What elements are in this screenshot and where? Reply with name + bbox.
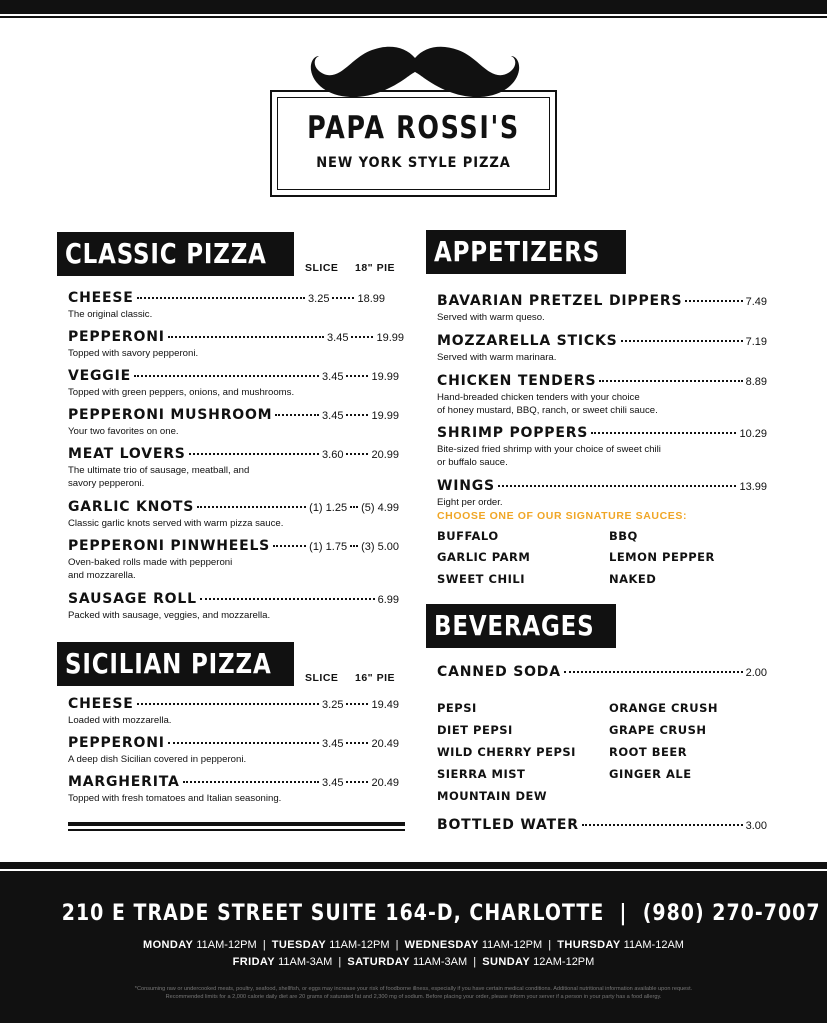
beverages-header: BEVERAGES	[426, 604, 616, 648]
menu-item-shrimp-poppers: SHRIMP POPPERS 10.29 Bite-sized fried shrimp with your choice of sweet chili or buffalo sauce.	[437, 425, 767, 468]
menu-item-margherita: MARGHERITA 3.45 20.49 Topped with fresh tomatoes and Italian seasoning.	[68, 774, 399, 804]
menu-item-garlic-knots: GARLIC KNOTS (1) 1.25 (5) 4.99 Classic garlic knots served with warm pizza sauce.	[68, 499, 399, 529]
sauce-label: CHOOSE ONE OF OUR SIGNATURE SAUCES:	[437, 510, 688, 522]
hours-line-2: FRIDAY 11AM-3AM | SATURDAY 11AM-3AM | SUNDAY 12AM-12PM	[232, 956, 595, 968]
menu-item-chicken-tenders: CHICKEN TENDERS 8.89 Hand-breaded chicken tenders with your choice of honey mustard, BBQ, ranch, or sweet chili sauce.	[437, 373, 767, 416]
soda-item: MOUNTAIN DEW	[437, 789, 548, 803]
logo-frame	[270, 90, 557, 197]
top-rule	[0, 0, 827, 16]
pie-header: 16" PIE	[355, 672, 395, 684]
soda-item: ORANGE CRUSH	[609, 701, 718, 715]
soda-item: GINGER ALE	[609, 767, 692, 781]
menu-item-pretzel-dippers: BAVARIAN PRETZEL DIPPERS 7.49 Served with warm queso.	[437, 293, 767, 323]
menu-item-cheese: CHEESE 3.25 18.99 The original classic.	[68, 290, 385, 320]
menu-item-meat-lovers: MEAT LOVERS 3.60 20.99 The ultimate trio of sausage, meatball, and savory pepperoni.	[68, 446, 399, 489]
hours-line-1: MONDAY 11AM-12PM | TUESDAY 11AM-12PM | WEDNESDAY 11AM-12PM | THURSDAY 11AM-12AM	[143, 939, 684, 951]
soda-item: DIET PEPSI	[437, 723, 513, 737]
sauce-item: NAKED	[609, 572, 657, 586]
classic-pizza-header: CLASSIC PIZZA	[57, 232, 294, 276]
slice-header: SLICE	[305, 672, 339, 684]
appetizers-header: APPETIZERS	[426, 230, 626, 274]
logo-subtitle: NEW YORK STYLE PIZZA	[316, 155, 511, 171]
soda-item: SIERRA MIST	[437, 767, 526, 781]
pie-header: 18" PIE	[355, 262, 395, 274]
section-divider	[68, 822, 405, 831]
menu-item-sausage-roll: SAUSAGE ROLL 6.99 Packed with sausage, veggies, and mozzarella.	[68, 591, 399, 621]
menu-item-sicilian-pepperoni: PEPPERONI 3.45 20.49 A deep dish Sicilian covered in pepperoni.	[68, 735, 399, 765]
phone: (980) 270-7007	[642, 901, 821, 926]
soda-item: GRAPE CRUSH	[609, 723, 707, 737]
slice-header: SLICE	[305, 262, 339, 274]
sauce-item: BUFFALO	[437, 529, 499, 543]
soda-item: PEPSI	[437, 701, 477, 715]
logo-title: PAPA ROSSI'S	[307, 110, 520, 146]
fine-print: *Consuming raw or undercooked meats, poultry, seafood, shellfish, or eggs may increase your risk of foodborne illness, especially if you have certain medical conditions. Additional nutritional information available upon request. Recommended limits for a 2,000 calorie daily diet are 20 grams of saturated fat and 2,300 mg of sodium. Before placing your order, please inform your server if a person in your party has a food allergy.	[134, 986, 693, 1000]
sauce-item: GARLIC PARM	[437, 550, 531, 564]
menu-item-mozzarella-sticks: MOZZARELLA STICKS 7.19 Served with warm marinara.	[437, 333, 767, 363]
sauce-item: SWEET CHILI	[437, 572, 525, 586]
menu-item-pepperoni-mushroom: PEPPERONI MUSHROOM 3.45 19.99 Your two favorites on one.	[68, 407, 399, 437]
menu-item-pepperoni-pinwheels: PEPPERONI PINWHEELS (1) 1.75 (3) 5.00 Oven-baked rolls made with pepperoni and mozzarella.	[68, 538, 399, 581]
address-line: 210 E TRADE STREET SUITE 164-D, CHARLOTTE | (980) 270-7007	[61, 901, 821, 926]
sicilian-pizza-header: SICILIAN PIZZA	[57, 642, 294, 686]
menu-item-bottled-water: BOTTLED WATER 3.00	[437, 817, 767, 833]
footer	[0, 862, 827, 1023]
menu-item-sicilian-cheese: CHEESE 3.25 19.49 Loaded with mozzarella.	[68, 696, 399, 726]
menu-item-wings: WINGS 13.99 Eight per order.	[437, 478, 767, 508]
address: 210 E TRADE STREET SUITE 164-D, CHARLOTTE	[61, 901, 605, 926]
logo	[270, 44, 557, 197]
menu-item-canned-soda: CANNED SODA 2.00	[437, 664, 767, 680]
menu-item-veggie: VEGGIE 3.45 19.99 Topped with green peppers, onions, and mushrooms.	[68, 368, 399, 398]
menu-item-pepperoni: PEPPERONI 3.45 19.99 Topped with savory pepperoni.	[68, 329, 404, 359]
soda-item: WILD CHERRY PEPSI	[437, 745, 576, 759]
sauce-item: LEMON PEPPER	[609, 550, 715, 564]
soda-item: ROOT BEER	[609, 745, 688, 759]
sauce-item: BBQ	[609, 529, 638, 543]
